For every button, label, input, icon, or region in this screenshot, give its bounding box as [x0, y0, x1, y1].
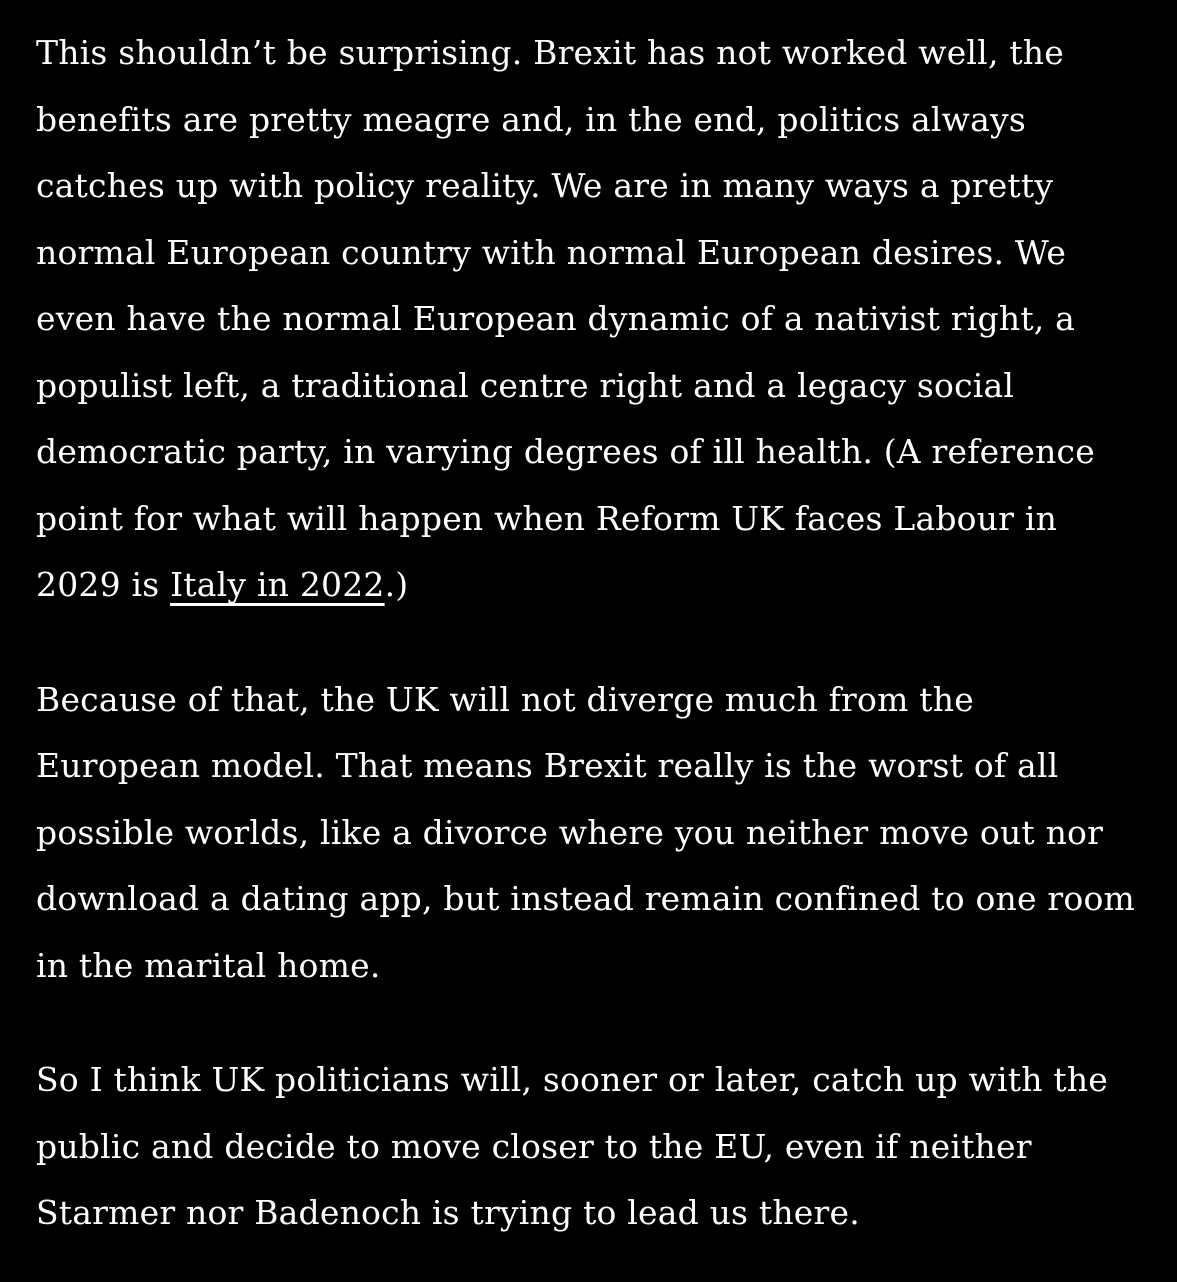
- paragraph-text: This shouldn’t be surprising. Brexit has not worked well, the benefits are pretty meagre and, in the end, politics always catches up with policy reality. We are in many ways a pretty normal European country with normal European desires. We even have the normal European dynamic of a nativist right, a populist left, a traditional centre right and a legacy social democratic party, in varying degrees of ill health. (A reference point for what will happen when Reform UK faces Labour in 2029 is: [36, 33, 1095, 604]
- paragraph-european-model: [36, 667, 1141, 1000]
- paragraph-text: .): [384, 565, 409, 604]
- paragraph-brexit-reality: [36, 20, 1141, 619]
- paragraph-text: So I think UK politicians will, sooner or later, catch up with the public and decide to move closer to the EU, even if neither Starmer nor Badenoch is trying to lead us there.: [36, 1060, 1109, 1232]
- italy-in-2022-link[interactable]: Italy in 2022: [170, 565, 385, 604]
- paragraph-uk-politicians: [36, 1047, 1141, 1247]
- paragraph-text: Because of that, the UK will not diverge much from the European model. That means Brexit really is the worst of all possible worlds, like a divorce where you neither move out nor download a dating app, but instead remain confined to one room in the marital home.: [36, 679, 1135, 985]
